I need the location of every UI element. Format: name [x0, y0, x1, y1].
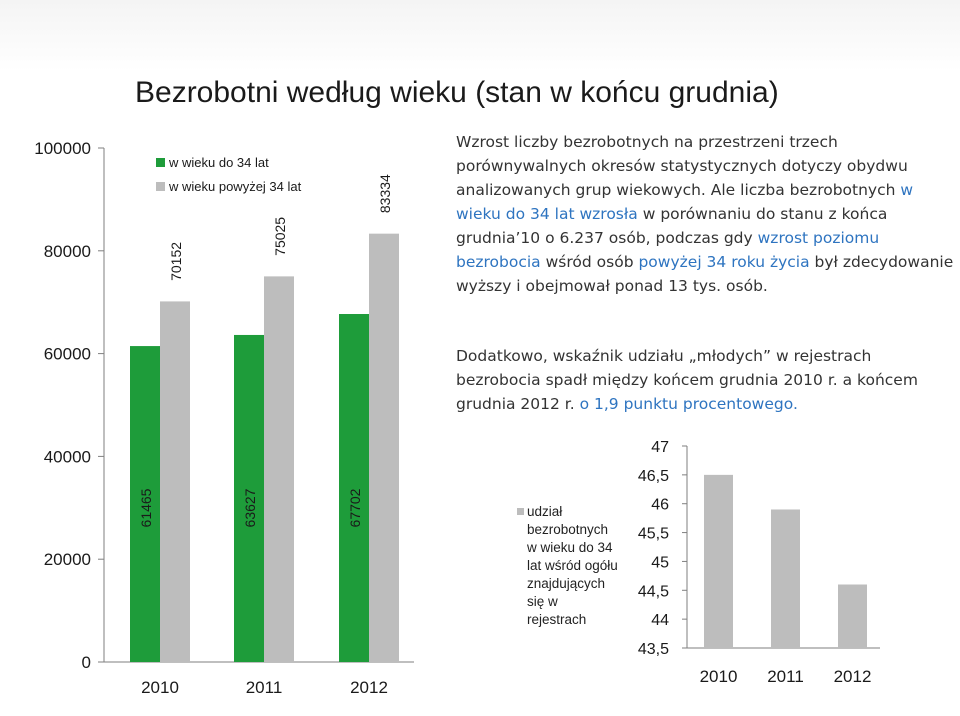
- bar-value-label: 63627: [242, 488, 258, 528]
- bar-older: [369, 234, 399, 662]
- ratio-y-tick-label: 46,5: [637, 467, 669, 485]
- ratio-y-tick-label: 45,5: [637, 525, 669, 543]
- desc1-highlight-1: w wieku do 34 lat wzrosła: [456, 181, 914, 223]
- legend-swatch-young: [156, 158, 165, 167]
- bar-value-label: 75025: [272, 216, 288, 256]
- ratio-x-tick-label: 2012: [833, 667, 872, 686]
- ratio-legend-line: bezrobotnych: [527, 522, 609, 537]
- desc1-text-1: Wzrost liczby bezrobotnych na przestrzeni trzech porównywalnych okresów statystycznych dotyczy obydwu analizowanych grup wiekowych. Ale liczba bezrobotnych: [456, 133, 908, 199]
- ratio-legend-line: się w: [527, 594, 558, 609]
- ratio-chart-legend: [527, 503, 627, 629]
- ratio-y-tick-label: 47: [651, 439, 669, 456]
- ratio-legend-line: udział: [527, 504, 563, 519]
- x-tick-label: 2012: [350, 678, 388, 697]
- ratio-x-tick-label: 2011: [767, 667, 804, 686]
- legend-label: w wieku powyżej 34 lat: [169, 179, 302, 194]
- ratio-legend-line: w wieku do 34: [527, 540, 613, 555]
- description-share: [456, 344, 956, 416]
- y-tick-label: 100000: [34, 139, 91, 158]
- legend-swatch-older: [156, 182, 165, 191]
- ratio-bar: [704, 475, 733, 648]
- ratio-legend-swatch: [517, 508, 524, 515]
- y-tick-label: 40000: [43, 447, 91, 467]
- legend-label: w wieku do 34 lat: [169, 155, 269, 170]
- bar-older: [264, 276, 294, 662]
- bar-value-label: 83334: [377, 174, 393, 214]
- ratio-y-tick-label: 44,5: [637, 583, 669, 601]
- desc2-text-1: Dodatkowo, wskaźnik udziału „młodych” w rejestrach bezrobocia spadł między końcem grudnia 2010 r. a końcem grudnia 2012 r.: [456, 347, 918, 413]
- desc1-text-2: w porównaniu do stanu z końca grudnia’10 o 6.237 osób, podczas gdy: [456, 205, 888, 247]
- bar-older: [160, 301, 190, 662]
- desc1-text-3: wśród osób: [540, 253, 639, 271]
- description-growth: [456, 130, 956, 298]
- ratio-legend-line: znajdujących: [527, 576, 606, 591]
- desc1-text-4: był zdecydowanie wyższy i obejmował ponad 13 tys. osób.: [456, 253, 954, 295]
- ratio-bar: [838, 585, 867, 648]
- ratio-x-tick-label: 2010: [699, 667, 738, 686]
- y-tick-label: 60000: [43, 344, 91, 364]
- y-tick-label: 80000: [43, 241, 91, 261]
- page-title: Bezrobotni według wieku (stan w końcu grudnia): [135, 76, 779, 109]
- x-tick-label: 2010: [141, 678, 179, 697]
- ratio-y-tick-label: 44: [651, 612, 669, 630]
- ratio-y-tick-label: 45: [651, 554, 669, 572]
- desc1-highlight-3: powyżej 34 roku życia: [638, 253, 810, 271]
- bar-value-label: 61465: [138, 488, 154, 528]
- ratio-bar: [771, 509, 800, 648]
- x-tick-label: 2011: [245, 678, 283, 697]
- y-tick-label: 0: [81, 653, 91, 672]
- ratio-legend-line: lat wśród ogółu: [527, 558, 618, 573]
- ratio-legend-line: rejestrach: [527, 612, 587, 627]
- y-tick-label: 20000: [43, 550, 91, 570]
- bar-value-label: 70152: [168, 241, 184, 281]
- bar-value-label: 67702: [347, 488, 363, 528]
- bar-young: [339, 314, 369, 662]
- desc1-highlight-2: wzrost poziomu bezrobocia: [456, 229, 880, 271]
- ratio-y-tick-label: 43,5: [637, 641, 669, 658]
- ratio-y-tick-label: 46: [651, 496, 669, 514]
- desc2-highlight-1: o 1,9 punktu procentowego.: [579, 395, 798, 413]
